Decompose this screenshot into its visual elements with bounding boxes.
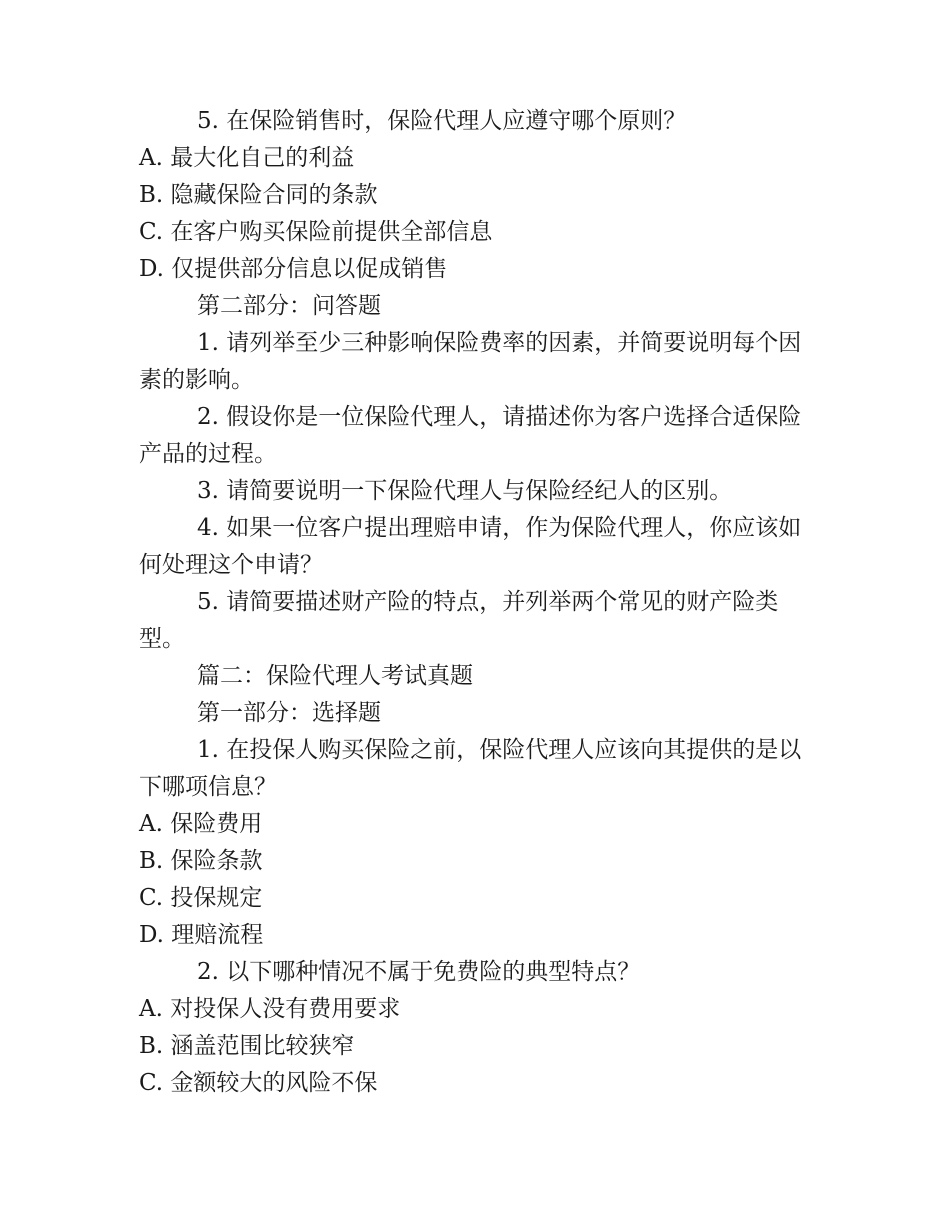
option-c: C. 金额较大的风险不保 bbox=[139, 1070, 378, 1096]
option-b: B. 保险条款 bbox=[139, 848, 263, 874]
essay-question-3: 3. 请简要说明一下保险代理人与保险经纪人的区别。 bbox=[197, 478, 733, 504]
essay-question-4: 4. 如果一位客户提出理赔申请，作为保险代理人，你应该如何处理这个申请？ bbox=[139, 515, 802, 578]
option-c: C. 在客户购买保险前提供全部信息 bbox=[139, 219, 493, 245]
essay-question-2: 2. 假设你是一位保险代理人，请描述你为客户选择合适保险产品的过程。 bbox=[139, 404, 802, 467]
option-a: A. 保险费用 bbox=[139, 811, 263, 837]
choice-question-2: 2. 以下哪种情况不属于免费险的典型特点？ bbox=[197, 959, 641, 985]
question-q5: 5. 在保险销售时，保险代理人应遵守哪个原则？ bbox=[197, 108, 687, 134]
option-a: A. 最大化自己的利益 bbox=[139, 145, 355, 171]
option-c: C. 投保规定 bbox=[139, 885, 263, 911]
section-heading-part-two: 第二部分：问答题 bbox=[197, 293, 381, 319]
option-d: D. 理赔流程 bbox=[139, 922, 264, 948]
document-body bbox=[139, 103, 807, 1102]
essay-question-5: 5. 请简要描述财产险的特点，并列举两个常见的财产险类型。 bbox=[139, 589, 779, 652]
option-a: A. 对投保人没有费用要求 bbox=[139, 996, 401, 1022]
chapter-heading: 篇二：保险代理人考试真题 bbox=[197, 663, 473, 689]
essay-question-1: 1. 请列举至少三种影响保险费率的因素，并简要说明每个因素的影响。 bbox=[139, 330, 802, 393]
option-b: B. 隐藏保险合同的条款 bbox=[139, 182, 378, 208]
choice-question-1: 1. 在投保人购买保险之前，保险代理人应该向其提供的是以下哪项信息？ bbox=[139, 737, 802, 800]
option-d: D. 仅提供部分信息以促成销售 bbox=[139, 256, 448, 282]
section-heading-part-one: 第一部分：选择题 bbox=[197, 700, 381, 726]
option-b: B. 涵盖范围比较狭窄 bbox=[139, 1033, 355, 1059]
